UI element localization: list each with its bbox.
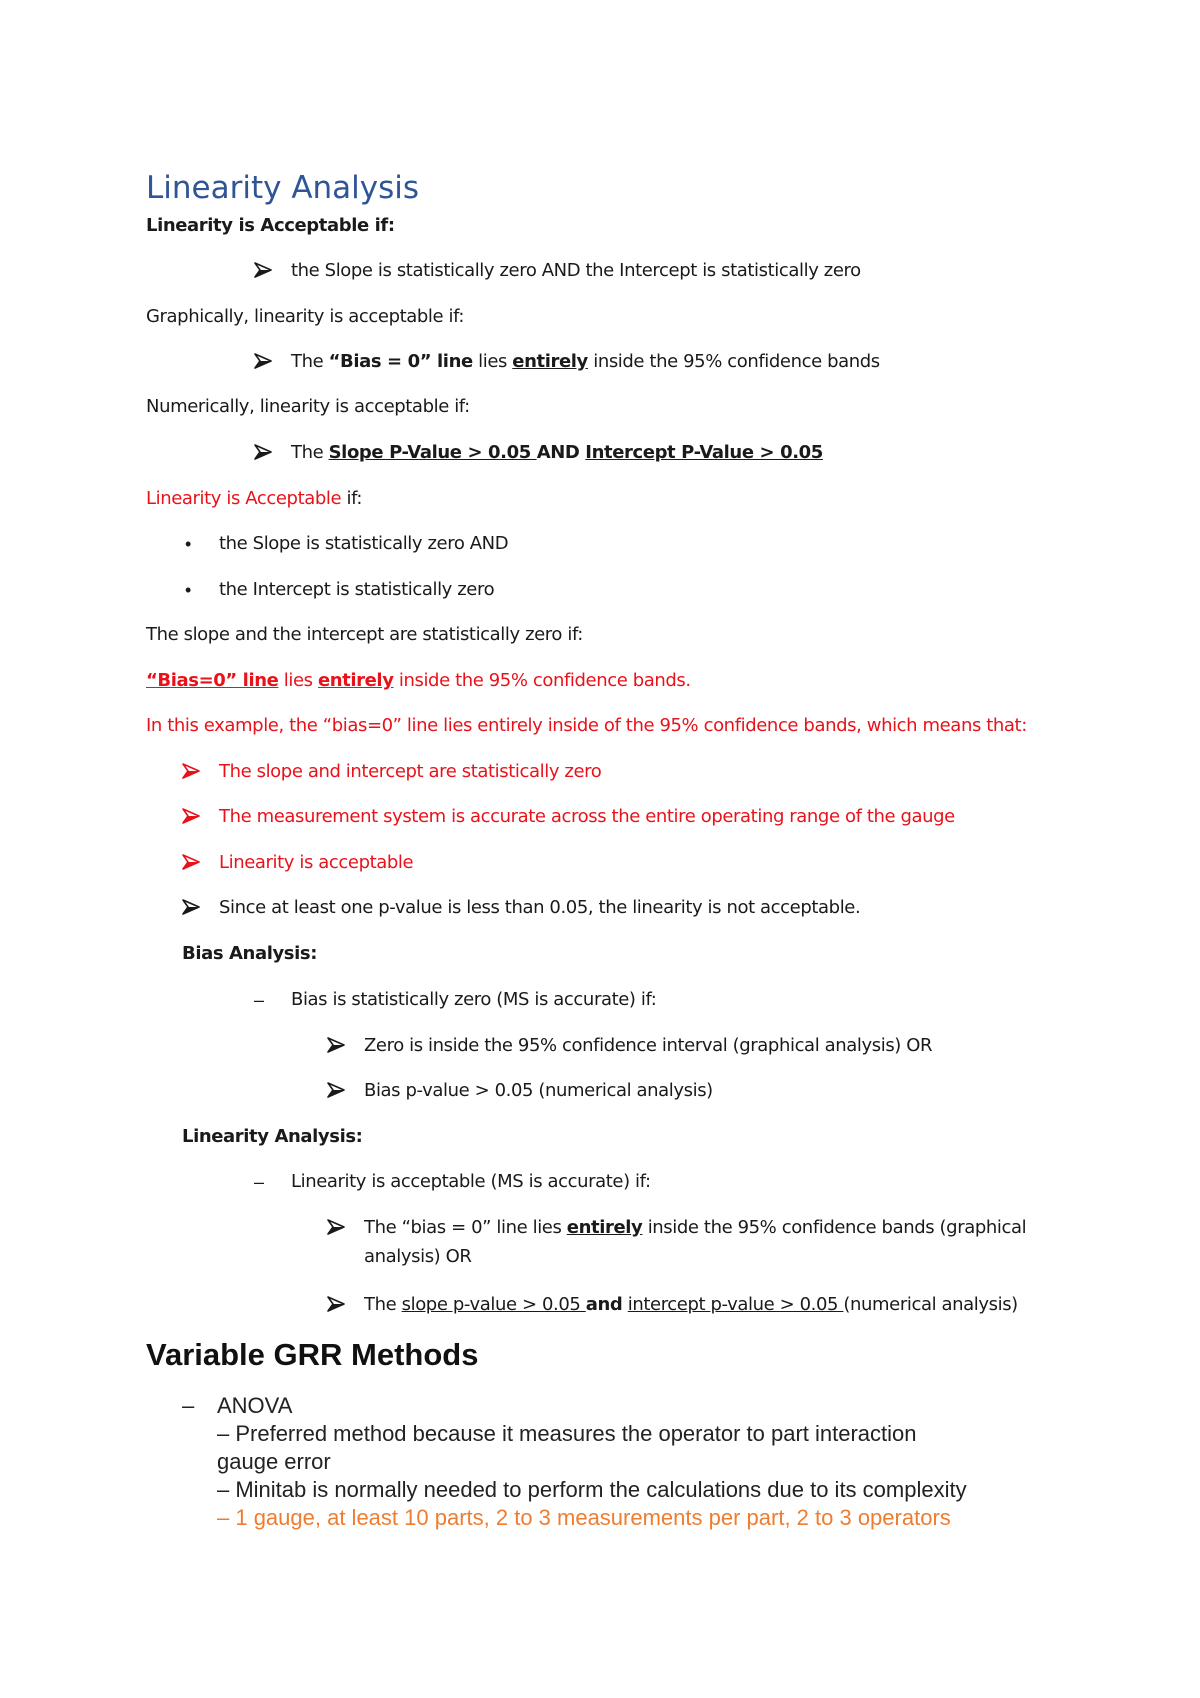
heading-linearity-analysis: Linearity Analysis — [146, 170, 420, 206]
arrow-bullet-icon — [181, 852, 201, 874]
bias-analysis-item: Zero is inside the 95% confidence interval (graphical analysis) OR — [364, 1035, 933, 1056]
bullet-intercept: the Intercept is statistically zero — [219, 579, 495, 600]
grr-dash-marker: – — [182, 1393, 195, 1418]
dash-marker: – — [254, 990, 265, 1010]
linearity-analysis-condition: Linearity is acceptable (MS is accurate) if: — [291, 1171, 651, 1192]
linearity-analysis-title: Linearity Analysis: — [182, 1126, 363, 1147]
heading-variable-grr-methods: Variable GRR Methods — [146, 1337, 479, 1372]
numerically-item: The Slope P-Value > 0.05 AND Intercept P-Value > 0.05 — [291, 442, 823, 463]
arrow-bullet-icon — [181, 806, 201, 828]
numerically-label: Numerically, linearity is acceptable if: — [146, 396, 470, 417]
arrow-bullet-icon — [326, 1080, 346, 1102]
graphically-item: The “Bias = 0” line lies entirely inside the 95% confidence bands — [291, 351, 880, 372]
grr-line: – Preferred method because it measures the operator to part interaction — [217, 1421, 917, 1446]
arrow-bullet-icon — [326, 1294, 346, 1316]
linearity-analysis-item: The “bias = 0” line lies entirely inside the 95% confidence bands (graphical — [364, 1217, 1027, 1238]
arrow-bullet-icon — [326, 1217, 346, 1239]
bullet-icon: • — [185, 580, 192, 600]
arrow-bullet-icon — [253, 442, 273, 464]
bullet-icon: • — [185, 534, 192, 554]
grr-line: gauge error — [217, 1449, 331, 1474]
arrow-bullet-icon — [181, 761, 201, 783]
grr-line: – Minitab is normally needed to perform the calculations due to its complexity — [217, 1477, 967, 1502]
bias-line-statement: “Bias=0” line lies entirely inside the 95% confidence bands. — [146, 670, 691, 691]
arrow-bullet-icon — [326, 1035, 346, 1057]
arrow-bullet-icon — [253, 260, 273, 282]
grr-method: ANOVA — [217, 1393, 293, 1418]
red-acceptable-label: Linearity is Acceptable if: — [146, 488, 363, 509]
acceptable-item: the Slope is statistically zero AND the Intercept is statistically zero — [291, 260, 861, 281]
bullet-slope: the Slope is statistically zero AND — [219, 533, 509, 554]
dash-marker: – — [254, 1172, 265, 1192]
acceptable-label: Linearity is Acceptable if: — [146, 215, 395, 236]
arrow-bullet-icon — [253, 351, 273, 373]
graphically-label: Graphically, linearity is acceptable if: — [146, 306, 465, 327]
example-item: The measurement system is accurate across the entire operating range of the gauge — [219, 806, 955, 827]
linearity-analysis-item: The slope p-value > 0.05 and intercept p-value > 0.05 (numerical analysis) — [364, 1294, 1018, 1315]
example-item: The slope and intercept are statistically zero — [219, 761, 602, 782]
grr-orange-line: – 1 gauge, at least 10 parts, 2 to 3 measurements per part, 2 to 3 operators — [217, 1505, 951, 1530]
arrow-bullet-icon — [181, 897, 201, 919]
example-statement: In this example, the “bias=0” line lies entirely inside of the 95% confidence bands, which means that: — [146, 715, 1027, 736]
slope-zero-label: The slope and the intercept are statistically zero if: — [146, 624, 583, 645]
bias-analysis-item: Bias p-value > 0.05 (numerical analysis) — [364, 1080, 713, 1101]
linearity-analysis-item-continued: analysis) OR — [364, 1246, 472, 1267]
pvalue-item: Since at least one p-value is less than 0.05, the linearity is not acceptable. — [219, 897, 861, 918]
bias-analysis-condition: Bias is statistically zero (MS is accurate) if: — [291, 989, 657, 1010]
bias-analysis-title: Bias Analysis: — [182, 943, 318, 964]
example-item: Linearity is acceptable — [219, 852, 414, 873]
